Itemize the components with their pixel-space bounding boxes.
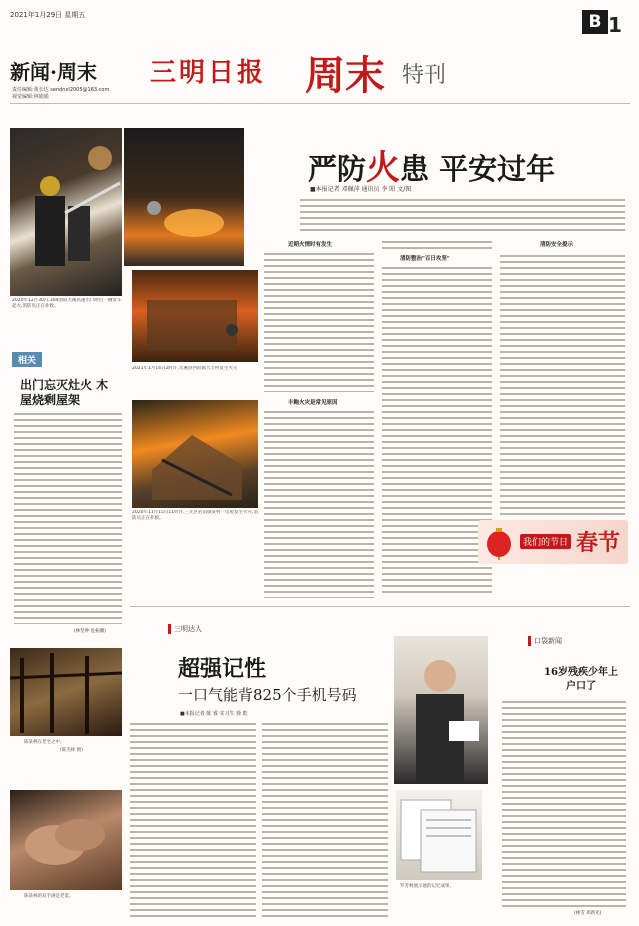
main-col-1b bbox=[264, 410, 374, 598]
header-divider bbox=[10, 103, 630, 104]
memory-man-photo bbox=[394, 636, 488, 784]
main-col-2 bbox=[382, 266, 492, 596]
related-tag: 相关 bbox=[12, 352, 42, 367]
main-lead-text bbox=[300, 198, 625, 232]
pocket-tag-text: 口袋新闻 bbox=[534, 637, 562, 645]
page-code-letter: B bbox=[588, 12, 602, 32]
memory-byline: ■本报记者 陈 睿 实习生 徐 乾 bbox=[180, 711, 248, 717]
pocket-tag bbox=[528, 636, 562, 646]
edition-small: 特刊 bbox=[402, 63, 447, 88]
lower-divider bbox=[130, 606, 630, 607]
photo-caption-1: 2020年12月30日,304国道尤溪高速出口附近一辆货车起火,消防员正在扑救。 bbox=[12, 298, 122, 309]
main-byline: ■本报记者 邓佩萍 通讯员 李 昭 文/图 bbox=[310, 186, 412, 193]
page-code-num: 1 bbox=[608, 13, 622, 37]
memory-col-2 bbox=[262, 722, 388, 918]
related-credit: (林坚钟 危振疆) bbox=[74, 629, 106, 634]
date-line: 2021年1月29日 星期五 bbox=[10, 11, 86, 19]
related-body bbox=[14, 412, 122, 624]
edition-big: 周末 bbox=[305, 52, 385, 99]
memory-col-1 bbox=[130, 722, 256, 918]
night-fire-photo bbox=[124, 128, 244, 266]
talent-tag-text: 三明达人 bbox=[174, 625, 202, 633]
burning-house-photo bbox=[132, 270, 258, 362]
festival-banner bbox=[478, 520, 628, 564]
old-house-caption: 陈某林在老宅之中。 bbox=[24, 740, 65, 745]
main-col-1 bbox=[264, 252, 374, 392]
section-name: 新闻·周末 bbox=[10, 60, 97, 84]
firefighter-photo bbox=[10, 128, 122, 296]
page-code bbox=[582, 10, 608, 34]
memory-subheadline: 一口气能背825个手机号码 bbox=[178, 686, 357, 704]
festival-small-text: 我们的节日 bbox=[520, 534, 571, 549]
pocket-body bbox=[502, 700, 626, 908]
old-house-photo bbox=[10, 648, 122, 736]
memory-headline: 超强记性 bbox=[178, 656, 267, 682]
headline-part-1: 严防 bbox=[308, 152, 367, 186]
paper-name: 三明日报 bbox=[150, 58, 267, 88]
photo-caption-3: 2020年11月15日11时许,三元区岩前镇某村一房屋发生火灾,消防员正在扑救。 bbox=[132, 510, 258, 521]
related-headline: 出门忘灭灶火 木屋烧剩屋架 bbox=[20, 378, 109, 407]
subhead-cause: 丰鲍火灾是常见原因 bbox=[288, 400, 338, 406]
festival-big-text: 春节 bbox=[576, 530, 621, 556]
headline-part-2: 患 平安过年 bbox=[400, 152, 556, 186]
editor-line-2: 视觉编辑:林娟娟 bbox=[12, 94, 49, 100]
photo-caption-2: 2021年1月14日2时许,尤溪县西滨镇大丰村发生火灾 bbox=[132, 366, 238, 371]
memory-photo-caption: 罗芳林展示他的记忆成果。 bbox=[400, 884, 454, 889]
main-headline bbox=[308, 140, 555, 189]
hands-caption: 陈某林的双手满是老茧。 bbox=[24, 894, 74, 899]
pocket-credit: (林雪 邓新光) bbox=[574, 911, 602, 916]
hands-photo bbox=[10, 790, 122, 890]
editor-line-1: 责任编辑:黄长达 sendnxl2005@163.com bbox=[12, 87, 110, 93]
subhead-campaign: 清防整治"百日攻坚" bbox=[400, 256, 450, 262]
subhead-tips: 清防安全提示 bbox=[540, 242, 574, 248]
headline-fire-char: 火 bbox=[366, 148, 401, 188]
subhead-fire-frequent: 近期火情时有发生 bbox=[288, 242, 333, 248]
main-col-3 bbox=[500, 254, 625, 516]
lantern-icon bbox=[482, 526, 516, 560]
papers-photo bbox=[396, 790, 482, 880]
main-col-2-top bbox=[382, 240, 492, 250]
collapsed-house-photo bbox=[132, 400, 258, 508]
old-house-credit: (陈杰林 摄) bbox=[60, 748, 83, 753]
pocket-headline: 16岁残疾少年上户口了 bbox=[544, 667, 618, 692]
talent-tag bbox=[168, 624, 202, 634]
